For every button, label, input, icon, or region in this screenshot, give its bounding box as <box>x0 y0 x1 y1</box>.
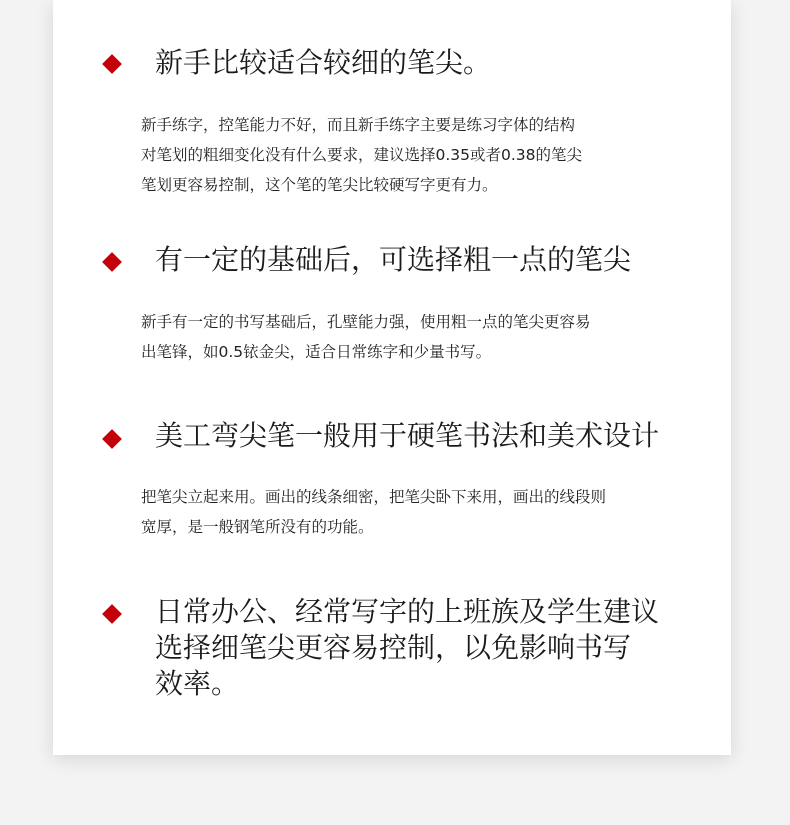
body-line: 把笔尖立起来用。画出的线条细密，把笔尖卧下来用，画出的线段则 <box>141 488 607 506</box>
section-body-1 <box>141 110 582 200</box>
heading-line: 选择细笔尖更容易控制，以免影响书写 <box>155 631 632 664</box>
body-line: 对笔划的粗细变化没有什么要求，建议选择0.35或者0.38的笔尖 <box>141 146 583 164</box>
section-heading-4 <box>155 594 695 702</box>
body-line: 笔划更容易控制，这个笔的笔尖比较硬写字更有力。 <box>141 176 498 194</box>
bullet-diamond-icon <box>102 604 122 624</box>
body-line: 新手有一定的书写基础后，孔壁能力强，使用粗一点的笔尖更容易 <box>141 313 591 331</box>
body-line: 新手练字，控笔能力不好，而且新手练字主要是练习字体的结构 <box>141 116 576 134</box>
body-line: 宽厚，是一般钢笔所没有的功能。 <box>141 518 374 536</box>
section-heading-2: 有一定的基础后，可选择粗一点的笔尖 <box>155 243 632 276</box>
section-body-3 <box>141 482 606 542</box>
heading-line: 效率。 <box>155 667 240 700</box>
bullet-diamond-icon <box>102 252 122 272</box>
section-heading-3: 美工弯尖笔一般用于硬笔书法和美术设计 <box>155 419 660 452</box>
content-card <box>53 0 731 755</box>
heading-line: 日常办公、经常写字的上班族及学生建议 <box>155 595 660 628</box>
bullet-diamond-icon <box>102 429 122 449</box>
body-line: 出笔锋，如0.5铱金尖，适合日常练字和少量书写。 <box>141 343 492 361</box>
bullet-diamond-icon <box>102 54 122 74</box>
section-heading-1: 新手比较适合较细的笔尖。 <box>155 46 492 79</box>
section-body-2 <box>141 307 591 367</box>
